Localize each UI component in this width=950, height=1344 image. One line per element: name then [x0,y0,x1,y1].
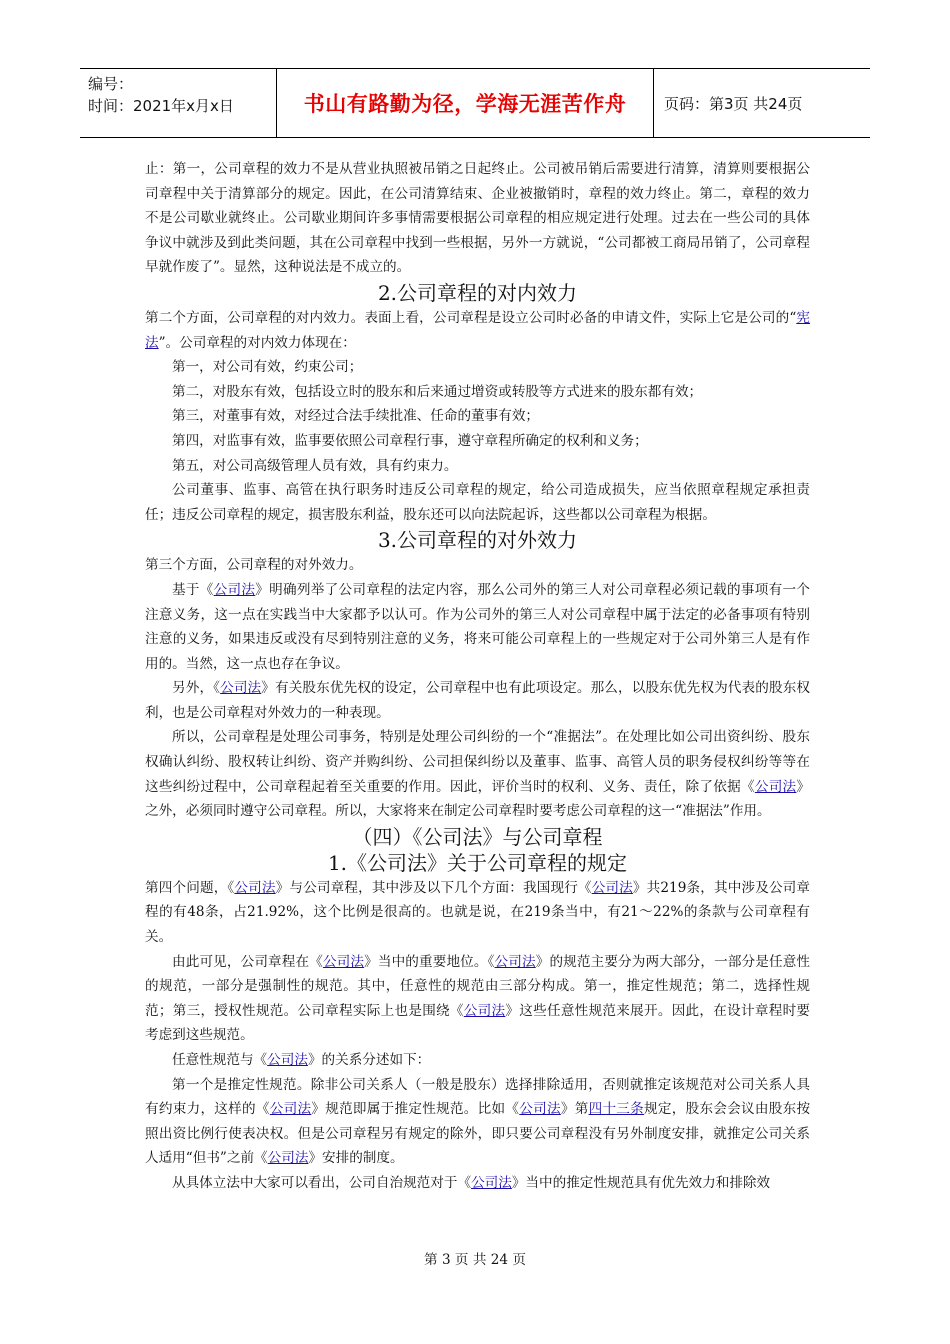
body-paragraph: 所以，公司章程是处理公司事务，特别是处理公司纠纷的一个“准据法”。在处理比如公司出资纠纷、股东权确认纠纷、股权转让纠纷、资产并购纠纷、公司担保纠纷以及董事、监事、高管人员的职务侵权纠纷等等在这些纠纷过程中，公司章程起着至关重要的作用。因此，评价当时的权利、义务、责任，除了依据《公司法》之外，必须同时遵守公司章程。所以，大家将来在制定公司章程时要考虑公司章程的这一“准据法”作用。 [145,729,811,820]
body-paragraph: 第一个是推定性规范。除非公司关系人（一般是股东）选择排除适用，否则就推定该规范对公司关系人具有约束力，这样的《公司法》规范即属于推定性规范。比如《公司法》第四十三条规定，股东会会议由股东按照出资比例行使表决权。但是公司章程另有规定的除外，即只要公司章程没有另外制度安排，就推定公司关系人适用“但书”之前《公司法》安排的制度。 [145,1076,811,1167]
document-number-label: 编号： [88,75,134,93]
body-paragraph: 第四，对监事有效，监事要依照公司章程行事，遵守章程所确定的权利和义务； [172,432,648,449]
hyperlink[interactable]: 公司法 [754,778,797,795]
header-motto: 书山有路勤为径，学海无涯苦作舟 [277,69,654,137]
body-paragraph: 从具体立法中大家可以看出，公司自治规范对于《公司法》当中的推定性规范具有优先效力和排除效 [172,1174,771,1191]
page-footer: 第 3 页 共 24 页 [424,1252,526,1268]
page-header [80,68,870,138]
hyperlink[interactable]: 公司法 [269,1101,312,1118]
document-body [145,157,810,1196]
header-meta [80,69,277,137]
hyperlink[interactable]: 公司法 [494,953,536,970]
hyperlink[interactable]: 公司法 [213,581,256,598]
hyperlink[interactable]: 宪法 [145,309,811,351]
body-paragraph: 由此可见，公司章程在《公司法》当中的重要地位。《公司法》的规范主要分为两大部分，一部分是任意性的规范，一部分是强制性的规范。其中，任意性的规范由三部分构成。第一，推定性规范；第二，选择性规范；第三，授权性规范。公司章程实际上也是围绕《公司法》这些任意性规范来展开。因此，在设计章程时要考虑到这些规范。 [145,953,811,1044]
body-paragraph: 止：第一，公司章程的效力不是从营业执照被吊销之日起终止。公司被吊销后需要进行清算，清算则要根据公司章程中关于清算部分的规定。因此，在公司清算结束、企业被撤销时，章程的效力终止。第二，章程的效力不是公司歇业就终止。公司歇业期间许多事情需要根据公司章程的相应规定进行处理。过去在一些公司的具体争议中就涉及到此类问题，其在公司章程中找到一些根据，另外一方就说，“公司都被工商局吊销了，公司章程早就作废了”。显然，这种说法是不成立的。 [145,161,810,276]
hyperlink[interactable]: 公司法 [322,953,365,970]
hyperlink[interactable]: 公司法 [267,1150,309,1167]
hyperlink[interactable]: 公司法 [591,879,633,896]
body-paragraph: 第三，对董事有效，对经过合法手续批准、任命的董事有效； [172,408,540,425]
hyperlink[interactable]: 公司法 [234,879,276,896]
body-paragraph: 第一，对公司有效，约束公司； [172,359,363,376]
body-paragraph: 第三个方面，公司章程的对外效力。 [145,557,363,574]
hyperlink[interactable]: 四十三条 [588,1101,645,1118]
body-paragraph: 任意性规范与《公司法》的关系分述如下： [172,1052,431,1068]
section-heading: 2.公司章程的对内效力 [377,280,578,305]
body-paragraph: 另外，《公司法》有关股东优先权的设定，公司章程中也有此项设定。那么，以股东优先权为代表的股东权利，也是公司章程对外效力的一种表现。 [145,680,811,721]
body-paragraph: 公司董事、监事、高管在执行职务时违反公司章程的规定，给公司造成损失，应当依照章程规定承担责任；违反公司章程的规定，损害股东利益，股东还可以向法院起诉，这些都以公司章程为根据。 [145,482,810,523]
hyperlink[interactable]: 公司法 [471,1174,512,1191]
hyperlink[interactable]: 公司法 [267,1052,308,1068]
hyperlink[interactable]: 公司法 [220,680,262,697]
section-heading: （四）《公司法》与公司章程 [352,824,603,849]
section-heading: 1.《公司法》关于公司章程的规定 [327,850,628,875]
hyperlink[interactable]: 公司法 [519,1101,561,1118]
hyperlink[interactable]: 公司法 [463,1002,506,1019]
header-page-number: 页码：第3页 共24页 [664,94,803,113]
document-date-label: 时间：2021年x月x日 [88,97,234,115]
body-paragraph: 第五，对公司高级管理人员有效，具有约束力。 [172,457,458,474]
section-heading: 3.公司章程的对外效力 [377,528,578,553]
body-paragraph: 第二，对股东有效，包括设立时的股东和后来通过增资或转股等方式进来的股东都有效； [172,383,703,400]
body-paragraph: 基于《公司法》明确列举了公司章程的法定内容，那么公司外的第三人对公司章程必须记载的事项有一个注意义务，这一点在实践当中大家都予以认可。作为公司外的第三人对公司章程中属于法定的必备事项有特别注意的义务，如果违反或没有尽到特别注意的义务，将来可能公司章程上的一些规定对于公司外第三人是有作用的。当然，这一点也存在争议。 [145,581,811,672]
body-paragraph: 第四个问题，《公司法》与公司章程，其中涉及以下几个方面：我国现行《公司法》共219条，其中涉及公司章程的有48条，占21.92%，这个比例是很高的。也就是说，在219条当中，有21～22%的条款与公司章程有关。 [145,879,811,946]
body-paragraph: 第二个方面，公司章程的对内效力。表面上看，公司章程是设立公司时必备的申请文件，实际上它是公司的“宪法”。公司章程的对内效力体现在： [145,309,811,351]
